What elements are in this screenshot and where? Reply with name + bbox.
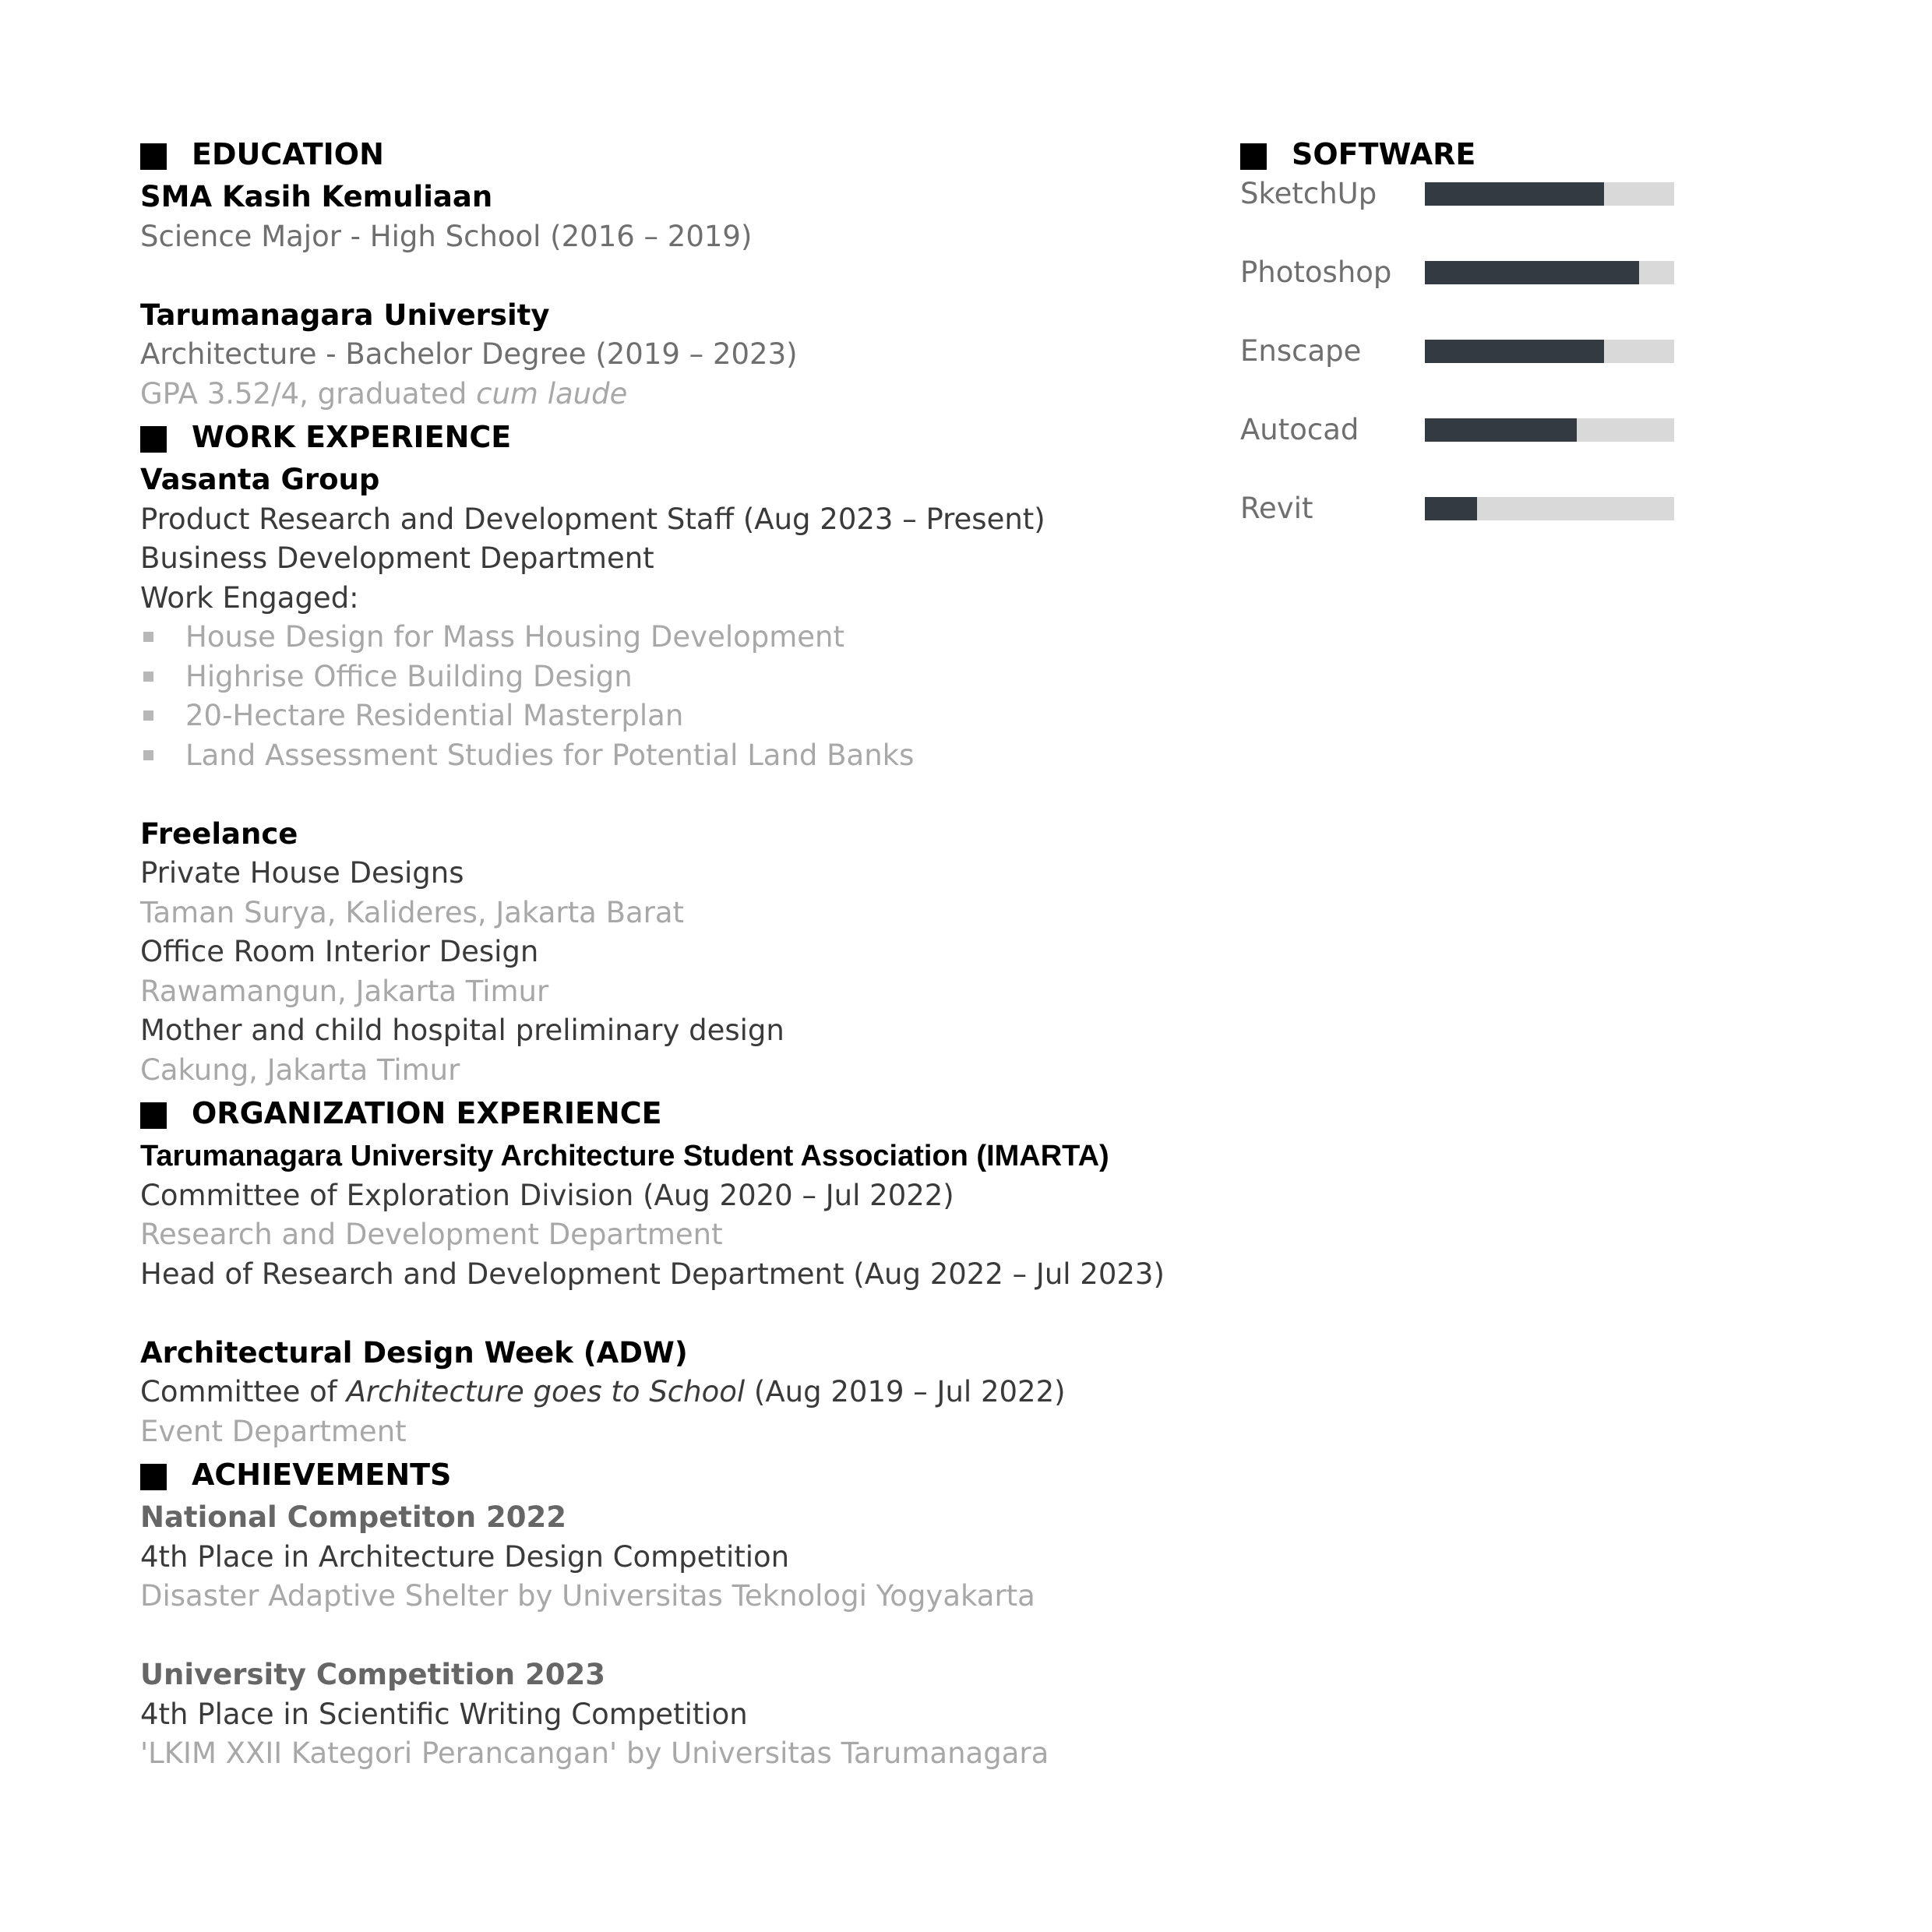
skill-bar bbox=[1425, 182, 1674, 206]
project-location: Cakung, Jakarta Timur bbox=[140, 1052, 460, 1087]
job-department: Business Development Department bbox=[140, 541, 654, 575]
role-suffix: (Aug 2019 – Jul 2022) bbox=[745, 1375, 1066, 1408]
section-title: ACHIEVEMENTS bbox=[192, 1458, 452, 1492]
achievement-detail: Disaster Adaptive Shelter by Universitas Teknologi Yogyakarta bbox=[140, 1579, 1035, 1613]
achievement-place: 4th Place in Scientific Writing Competition bbox=[140, 1697, 748, 1731]
gpa-text: GPA 3.52/4, graduated bbox=[140, 376, 477, 411]
skill-bar bbox=[1425, 261, 1674, 284]
organization-role: Head of Research and Development Department (Aug 2022 – Jul 2023) bbox=[140, 1257, 1165, 1291]
organization-name: Tarumanagara University Architecture Student Association (IMARTA) bbox=[140, 1140, 1109, 1172]
organization-name: Architectural Design Week (ADW) bbox=[140, 1335, 688, 1370]
skill-bar-fill bbox=[1425, 261, 1639, 284]
square-bullet-icon bbox=[140, 1464, 167, 1490]
software-name: Enscape bbox=[1240, 334, 1362, 368]
list-item: 20-Hectare Residential Masterplan bbox=[140, 696, 1169, 736]
list-item: House Design for Mass Housing Development bbox=[140, 618, 1169, 658]
education-heading bbox=[140, 131, 1169, 178]
achievement-name: University Competition 2023 bbox=[140, 1658, 605, 1691]
honor-text: cum laude bbox=[476, 376, 628, 411]
section-title: ORGANIZATION EXPERIENCE bbox=[192, 1096, 662, 1130]
software-name: Photoshop bbox=[1240, 256, 1392, 289]
task-list bbox=[140, 618, 1169, 775]
section-title: WORK EXPERIENCE bbox=[192, 420, 512, 454]
section-title: SOFTWARE bbox=[1292, 137, 1476, 171]
software-name: Revit bbox=[1240, 492, 1313, 525]
role-prefix: Committee of bbox=[140, 1375, 347, 1408]
skill-bar-fill bbox=[1425, 340, 1604, 363]
school-name: SMA Kasih Kemuliaan bbox=[140, 180, 493, 213]
company-name: Vasanta Group bbox=[140, 463, 380, 496]
achievement-name: National Competiton 2022 bbox=[140, 1500, 566, 1534]
square-bullet-icon bbox=[140, 143, 167, 170]
organization-role bbox=[140, 1373, 1169, 1412]
achievements-heading bbox=[140, 1451, 1169, 1498]
role-italic: Architecture goes to School bbox=[346, 1375, 746, 1408]
skill-bar-fill bbox=[1425, 418, 1577, 442]
software-row bbox=[1240, 312, 1676, 390]
skill-bar bbox=[1425, 418, 1674, 442]
square-bullet-icon bbox=[1240, 143, 1267, 170]
skill-bar-fill bbox=[1425, 182, 1604, 206]
achievement-detail: 'LKIM XXII Kategori Perancangan' by Universitas Tarumanagara bbox=[140, 1736, 1049, 1770]
university-name: Tarumanagara University bbox=[140, 298, 550, 332]
software-row bbox=[1240, 390, 1676, 469]
school-detail: Science Major - High School (2016 – 2019) bbox=[140, 219, 753, 253]
achievement-place: 4th Place in Architecture Design Competition bbox=[140, 1539, 790, 1574]
right-column bbox=[1240, 131, 1676, 548]
organization-heading bbox=[140, 1090, 1169, 1137]
organization-role: Committee of Exploration Division (Aug 2020 – Jul 2022) bbox=[140, 1178, 954, 1212]
project-title: Office Room Interior Design bbox=[140, 935, 539, 968]
software-row bbox=[1240, 233, 1676, 312]
work-heading bbox=[140, 414, 1169, 460]
section-title: EDUCATION bbox=[192, 137, 384, 171]
left-column bbox=[140, 131, 1169, 1774]
square-bullet-icon bbox=[140, 426, 167, 453]
freelance-title: Freelance bbox=[140, 816, 298, 851]
work-engaged-label: Work Engaged: bbox=[140, 580, 359, 615]
project-location: Rawamangun, Jakarta Timur bbox=[140, 974, 549, 1008]
skill-bar bbox=[1425, 340, 1674, 363]
gpa-line bbox=[140, 375, 1169, 414]
software-name: SketchUp bbox=[1240, 177, 1377, 210]
skill-bar bbox=[1425, 497, 1674, 520]
software-list bbox=[1240, 154, 1676, 548]
project-location: Taman Surya, Kalideres, Jakarta Barat bbox=[140, 895, 685, 929]
university-detail: Architecture - Bachelor Degree (2019 – 2023) bbox=[140, 337, 798, 371]
list-item: Highrise Office Building Design bbox=[140, 658, 1169, 697]
list-item: Land Assessment Studies for Potential Land Banks bbox=[140, 736, 1169, 776]
organization-department: Event Department bbox=[140, 1414, 407, 1448]
job-role: Product Research and Development Staff (Aug 2023 – Present) bbox=[140, 502, 1045, 536]
square-bullet-icon bbox=[140, 1102, 167, 1129]
skill-bar-fill bbox=[1425, 497, 1477, 520]
organization-department: Research and Development Department bbox=[140, 1218, 723, 1251]
project-title: Mother and child hospital preliminary design bbox=[140, 1014, 784, 1047]
software-row bbox=[1240, 469, 1676, 548]
project-title: Private House Designs bbox=[140, 856, 464, 890]
software-name: Autocad bbox=[1240, 413, 1359, 446]
